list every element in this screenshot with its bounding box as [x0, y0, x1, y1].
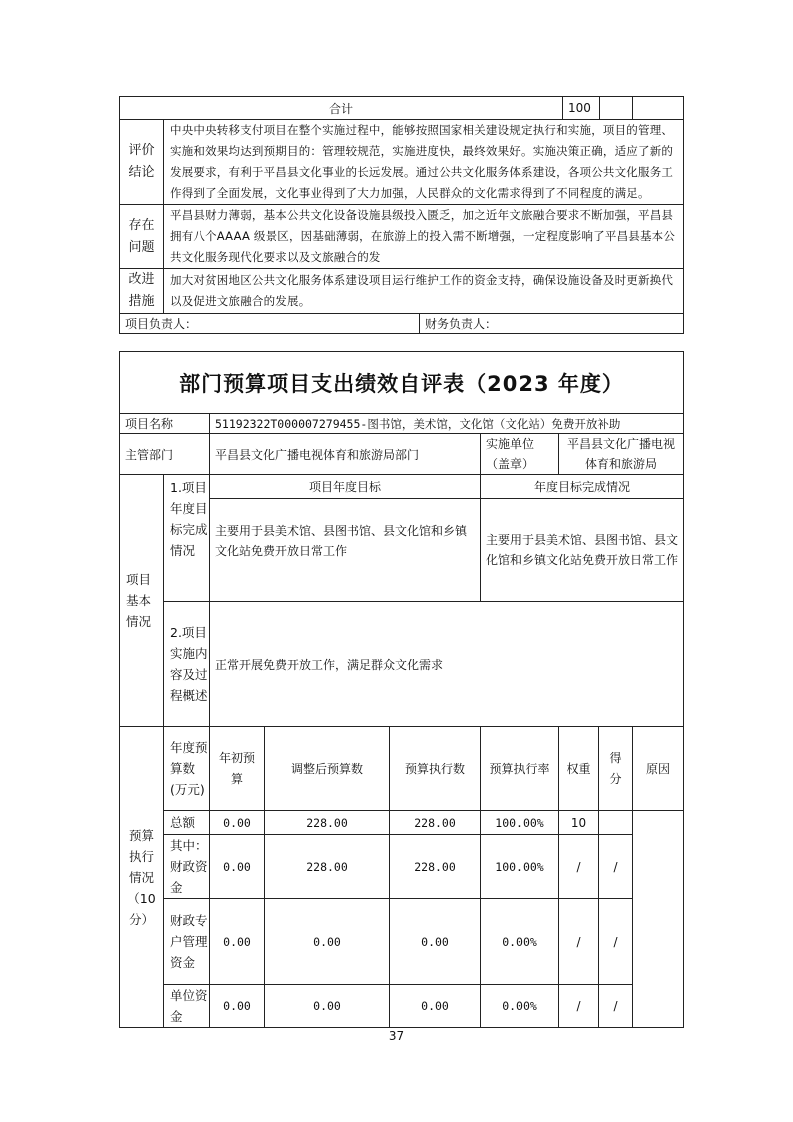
impl-text: 正常开展免费开放工作，满足群众文化需求	[210, 602, 684, 727]
page-number: 37	[388, 1029, 405, 1043]
budget-initial: 0.00	[210, 835, 265, 899]
total-weight: 100	[563, 97, 600, 120]
budget-header-2: 调整后预算数	[265, 727, 390, 811]
budget-rate: 100.00%	[481, 811, 559, 835]
goal-label: 1.项目年度目标完成情况	[164, 475, 210, 602]
conclusion-text: 中央中央转移支付项目在整个实施过程中，能够按照国家相关建设规定执行和实施，项目的管理、实施和效果均达到预期目的：管理较规范，实施进度快，最终效果好。实施决策正确，适应了新的发展要求，有利于平昌县文化事业的长远发展。通过公共文化服务体系建设，各项公共文化服务工作得到了全面发展，文化事业得到了大力加强，人民群众的文化需求得到了不同程度的满足。	[164, 120, 684, 205]
budget-initial: 0.00	[210, 985, 265, 1028]
budget-score: /	[599, 835, 633, 899]
budget-header-6: 得分	[599, 727, 633, 811]
project-leader-label: 项目负责人：	[120, 314, 420, 334]
problems-row	[120, 205, 684, 269]
budget-header-0: 年度预算数(万元)	[164, 727, 210, 811]
budget-row-name: 其中：财政资金	[164, 835, 210, 899]
goal-header-row	[120, 475, 684, 499]
budget-row-name: 单位资金	[164, 985, 210, 1028]
conclusion-row	[120, 120, 684, 205]
basic-info-label: 项目基本情况	[120, 475, 164, 727]
budget-adjusted: 228.00	[265, 835, 390, 899]
budget-reason	[633, 811, 684, 1028]
budget-row	[120, 811, 684, 835]
self-eval-form	[119, 351, 684, 1028]
signature-row	[120, 314, 684, 334]
annual-goal: 主要用于县美术馆、县图书馆、县文化馆和乡镇文化站免费开放日常工作	[210, 499, 481, 602]
budget-row	[120, 835, 684, 899]
budget-label: 预算执行情况（10分）	[120, 727, 164, 1028]
project-name-value: 51192322T000007279455-图书馆，美术馆，文化馆（文化站）免费开放补助	[210, 414, 684, 434]
budget-adjusted: 0.00	[265, 985, 390, 1028]
budget-initial: 0.00	[210, 811, 265, 835]
budget-weight: 10	[559, 811, 599, 835]
budget-row-name: 财政专户管理资金	[164, 899, 210, 985]
problems-label: 存在问题	[120, 205, 164, 269]
measures-text: 加大对贫困地区公共文化服务体系建设项目运行维护工作的资金支持，确保设施设备及时更新换代以及促进文旅融合的发展。	[164, 269, 684, 314]
budget-row-name: 总额	[164, 811, 210, 835]
budget-initial: 0.00	[210, 899, 265, 985]
problems-text: 平昌县财力薄弱，基本公共文化设备设施县级投入匮乏，加之近年文旅融合要求不断加强，平昌县拥有八个AAAA 级景区，因基础薄弱，在旅游上的投入需不断增强，一定程度影响了平昌县基本公共文化服务现代化要求以及文旅融合的发	[164, 205, 684, 269]
budget-header-1: 年初预算	[210, 727, 265, 811]
budget-header-3: 预算执行数	[390, 727, 481, 811]
impl-unit-value: 平昌县文化广播电视体育和旅游局	[559, 434, 684, 475]
budget-executed: 228.00	[390, 835, 481, 899]
budget-header-4: 预算执行率	[481, 727, 559, 811]
budget-header-5: 权重	[559, 727, 599, 811]
impl-unit-label: 实施单位（盖章）	[481, 434, 559, 475]
budget-rate: 0.00%	[481, 899, 559, 985]
completion-header: 年度目标完成情况	[481, 475, 684, 499]
project-name-row	[120, 414, 684, 434]
budget-row	[120, 985, 684, 1028]
budget-executed: 228.00	[390, 811, 481, 835]
total-remark	[633, 97, 684, 120]
budget-weight: /	[559, 835, 599, 899]
measures-row	[120, 269, 684, 314]
budget-adjusted: 228.00	[265, 811, 390, 835]
budget-score: /	[599, 985, 633, 1028]
project-name-label: 项目名称	[120, 414, 210, 434]
total-label: 合计	[120, 97, 563, 120]
impl-label: 2.项目实施内容及过程概述	[164, 602, 210, 727]
budget-rate: 0.00%	[481, 985, 559, 1028]
budget-header-7: 原因	[633, 727, 684, 811]
measures-label: 改进措施	[120, 269, 164, 314]
form-title: 部门预算项目支出绩效自评表（2023 年度）	[120, 352, 684, 414]
finance-leader-label: 财务负责人：	[420, 314, 684, 334]
dept-value: 平昌县文化广播电视体育和旅游局部门	[210, 434, 481, 475]
budget-score: /	[599, 899, 633, 985]
budget-weight: /	[559, 899, 599, 985]
budget-weight: /	[559, 985, 599, 1028]
conclusion-label: 评价结论	[120, 120, 164, 205]
budget-header-row	[120, 727, 684, 811]
budget-rate: 100.00%	[481, 835, 559, 899]
dept-label: 主管部门	[120, 434, 210, 475]
budget-executed: 0.00	[390, 899, 481, 985]
total-row	[120, 97, 684, 120]
budget-adjusted: 0.00	[265, 899, 390, 985]
budget-row	[120, 899, 684, 985]
annual-goal-completion: 主要用于县美术馆、县图书馆、县文化馆和乡镇文化站免费开放日常工作	[481, 499, 684, 602]
evaluation-table	[119, 96, 684, 334]
budget-executed: 0.00	[390, 985, 481, 1028]
budget-score	[599, 811, 633, 835]
dept-row	[120, 434, 684, 475]
total-score	[600, 97, 633, 120]
annual-goal-header: 项目年度目标	[210, 475, 481, 499]
